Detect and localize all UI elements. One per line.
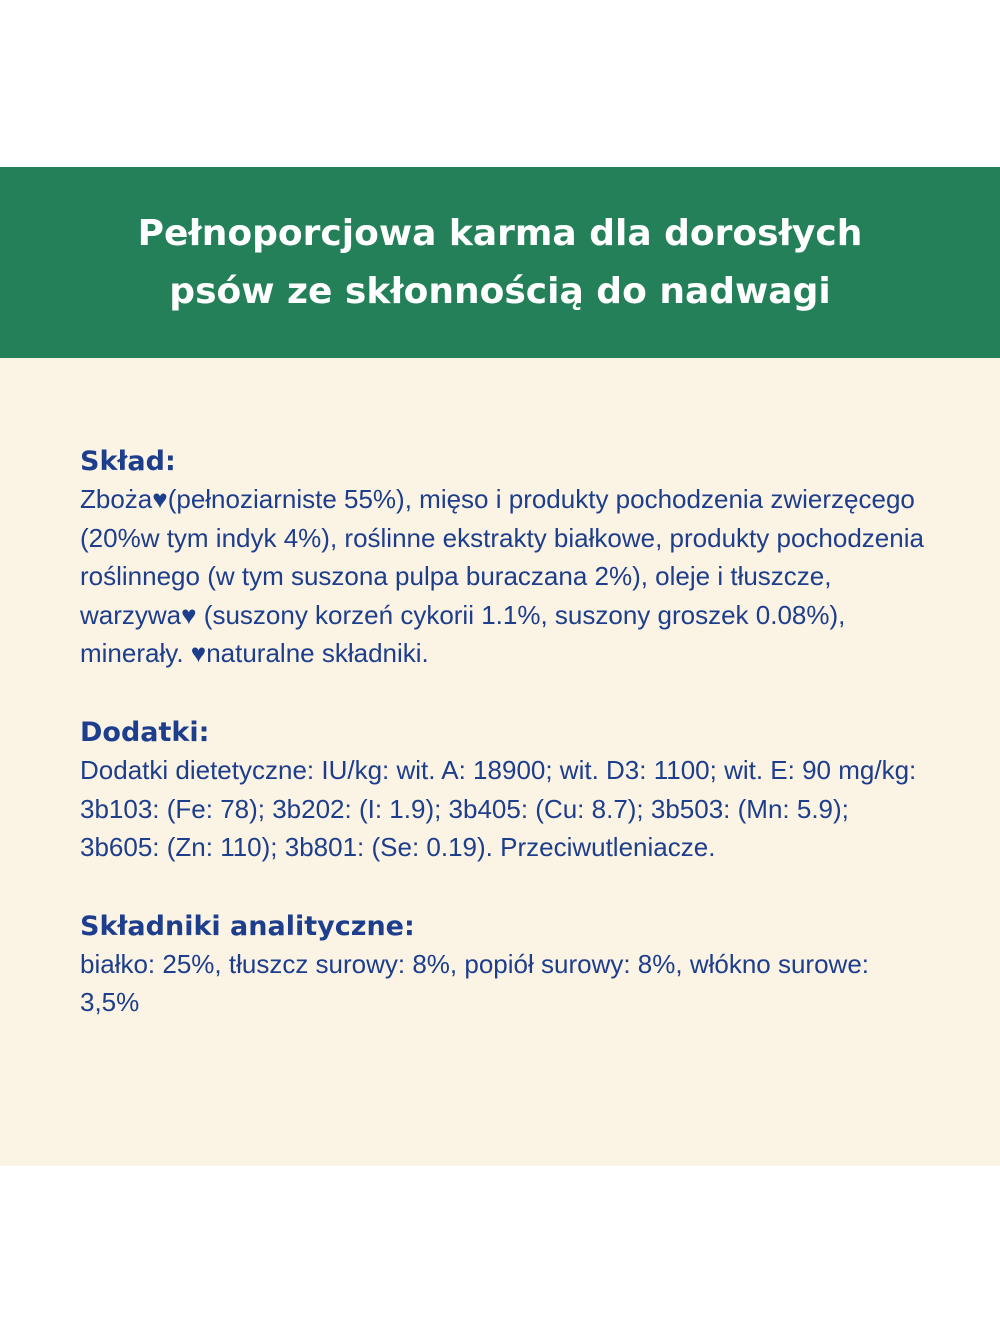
analytical-heading: Składniki analityczne: <box>80 910 415 942</box>
info-content <box>80 444 930 1064</box>
info-panel <box>0 358 1000 1166</box>
additives-text: Dodatki dietetyczne: IU/kg: wit. A: 18900; wit. D3: 1100; wit. E: 90 mg/kg: 3b103: (Fe: 78); 3b202: (I: 1.9); 3b405: (Cu: 8.7); 3b503: (Mn: 5.9); 3b605: (Zn: 110); 3b801: (Se: 0.19). Przeciwutleniacze. <box>80 754 917 863</box>
composition-heading: Skład: <box>80 446 176 477</box>
composition-text: Zboża♥(pełnoziarniste 55%), mięso i produkty pochodzenia zwierzęcego (20%w tym indyk 4%), roślinne ekstrakty białkowe, produkty pochodzenia roślinnego (w tym suszona pulpa buraczana 2%), oleje i tłuszcze, warzywa♥ (suszony korzeń cykorii 1.1%, suszony groszek 0.08%), minerały. ♥naturalne składniki. <box>80 484 924 669</box>
additives-heading: Dodatki: <box>80 716 210 748</box>
title-banner <box>0 167 1000 358</box>
analytical-text: białko: 25%, tłuszcz surowy: 8%, popiół surowy: 8%, włókno surowe: 3,5% <box>80 948 870 1018</box>
additives-section <box>80 715 930 867</box>
composition-section <box>80 444 930 673</box>
page-title: Pełnoporcjowa karma dla dorosłych psów ze skłonnością do nadwagi <box>137 212 863 312</box>
analytical-section <box>80 909 930 1022</box>
